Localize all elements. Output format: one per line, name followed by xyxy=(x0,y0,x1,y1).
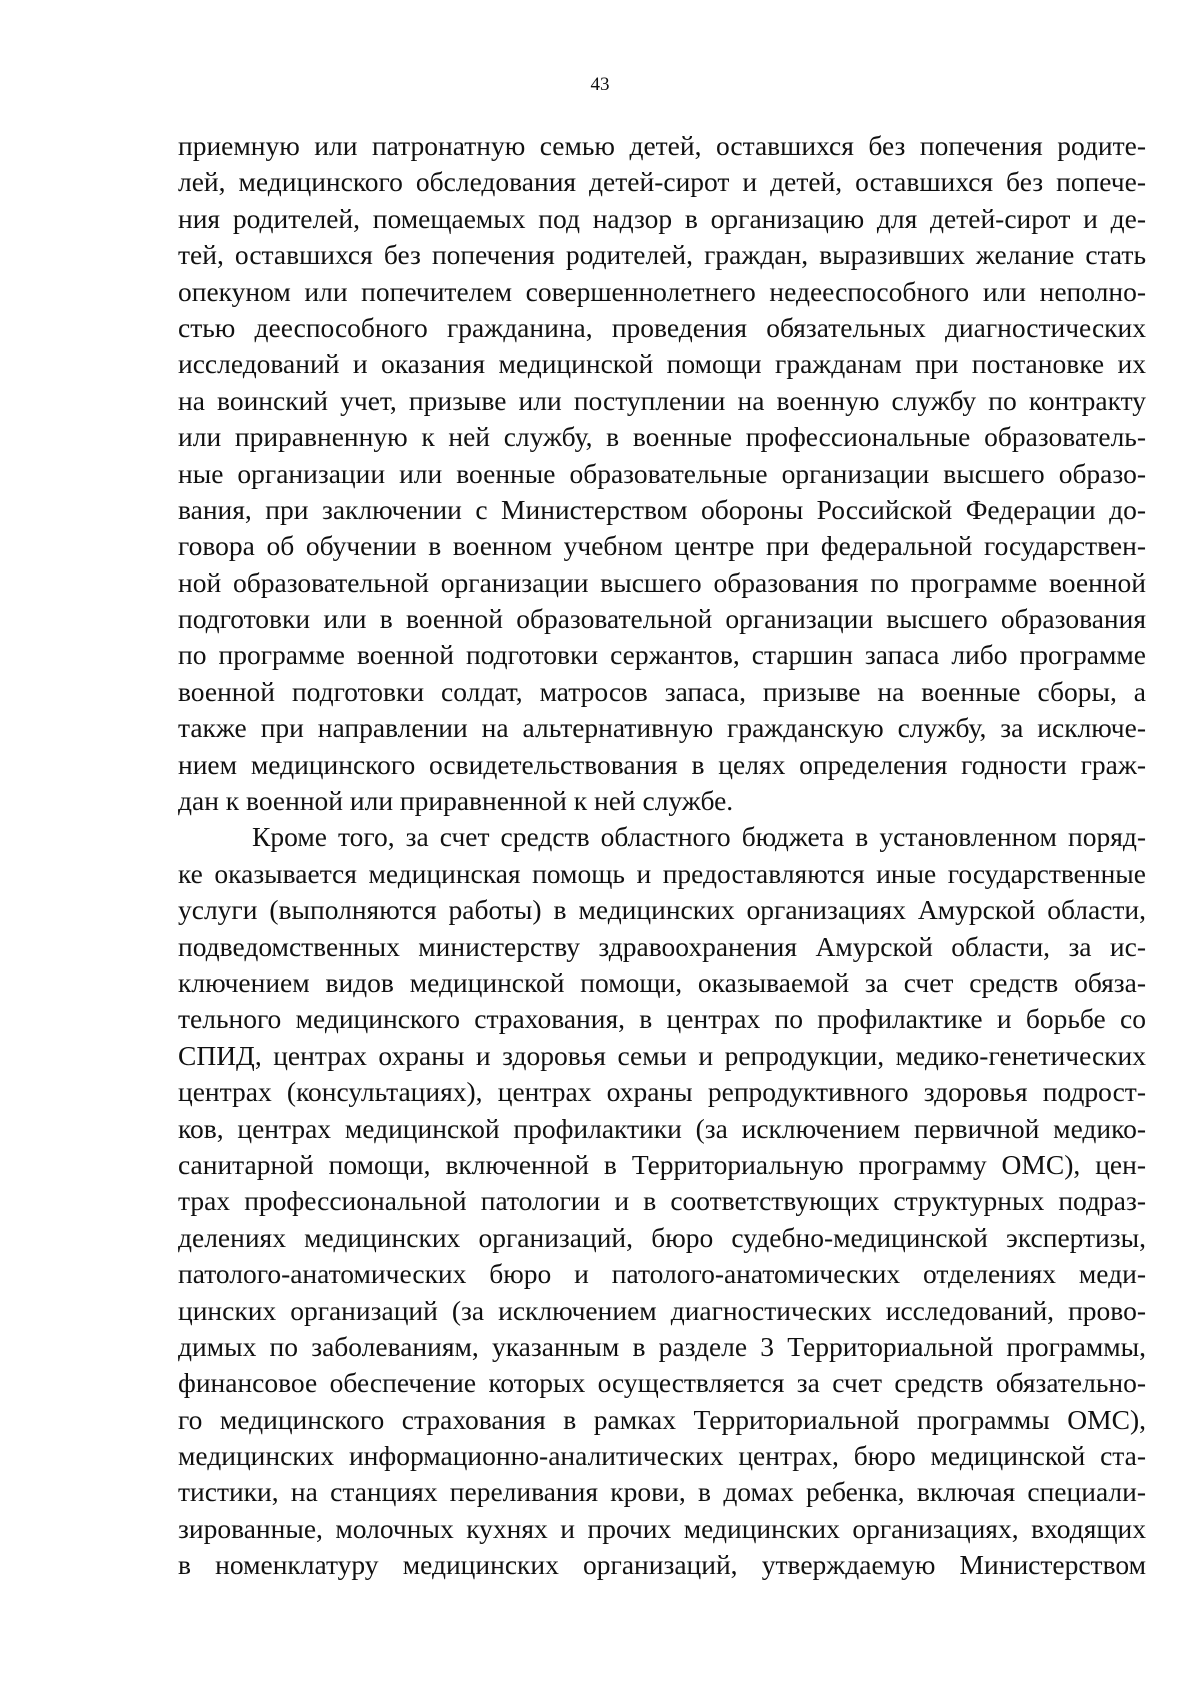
text-line: санитарной помощи, включенной в Территориальную программу ОМС), цен- xyxy=(178,1148,1146,1180)
text-line: приемную или патронатную семью детей, оставшихся без попечения родите- xyxy=(178,130,1146,161)
text-line: стью дееспособного гражданина, проведения обязательных диагностических xyxy=(178,311,1146,343)
text-line: ной образовательной организации высшего образования по программе военной xyxy=(178,566,1146,598)
text-line: в номенклатуру медицинских организаций, утверждаемую Министерством xyxy=(178,1549,1146,1581)
text-line: делениях медицинских организаций, бюро судебно-медицинской экспертизы, xyxy=(178,1221,1146,1253)
text-line: ков, центрах медицинской профилактики (за исключением первичной медико- xyxy=(178,1112,1146,1144)
text-line: тельного медицинского страхования, в центрах по профилактике и борьбе со xyxy=(178,1003,1146,1035)
text-line: патолого-анатомических бюро и патолого-анатомических отделениях меди- xyxy=(178,1258,1146,1290)
text-line: подведомственных министерству здравоохранения Амурской области, за ис- xyxy=(178,930,1146,962)
text-line: цинских организаций (за исключением диагностических исследований, прово- xyxy=(178,1294,1146,1326)
text-line: или приравненную к ней службу, в военные профессиональные образователь- xyxy=(178,421,1146,453)
text-line: ключением видов медицинской помощи, оказываемой за счет средств обяза- xyxy=(178,966,1146,998)
text-line: исследований и оказания медицинской помощи гражданам при постановке их xyxy=(178,348,1146,380)
text-line: нием медицинского освидетельствования в целях определения годности граж- xyxy=(178,748,1146,780)
text-line: финансовое обеспечение которых осуществляется за счет средств обязательно- xyxy=(178,1367,1146,1399)
text-line: ния родителей, помещаемых под надзор в организацию для детей-сирот и де- xyxy=(178,202,1146,234)
text-line: лей, медицинского обследования детей-сирот и детей, оставшихся без попече- xyxy=(178,166,1146,198)
text-line: зированные, молочных кухнях и прочих медицинских организациях, входящих xyxy=(178,1512,1146,1544)
text-line: подготовки или в военной образовательной организации высшего образования xyxy=(178,603,1146,635)
paragraph-1 xyxy=(178,128,1146,819)
text-line: тистики, на станциях переливания крови, в домах ребенка, включая специали- xyxy=(178,1476,1146,1508)
text-line: СПИД, центрах охраны и здоровья семьи и репродукции, медико-генетических xyxy=(178,1039,1146,1071)
text-line: ке оказывается медицинская помощь и предоставляются иные государственные xyxy=(178,857,1146,889)
text-line: по программе военной подготовки сержантов, старшин запаса либо программе xyxy=(178,639,1146,671)
text-line: на воинский учет, призыве или поступлении на военную службу по контракту xyxy=(178,384,1146,416)
text-line: услуги (выполняются работы) в медицинских организациях Амурской области, xyxy=(178,894,1146,926)
text-line: тей, оставшихся без попечения родителей, граждан, выразивших желание стать xyxy=(178,239,1146,271)
text-line: медицинских информационно-аналитических центрах, бюро медицинской ста- xyxy=(178,1440,1146,1472)
text-line: вания, при заключении с Министерством обороны Российской Федерации до- xyxy=(178,493,1146,525)
page-number: 43 xyxy=(590,74,610,95)
text-line: опекуном или попечителем совершеннолетнего недееспособного или неполно- xyxy=(178,275,1146,307)
text-line: ные организации или военные образовательные организации высшего образо- xyxy=(178,457,1146,489)
document-body xyxy=(178,128,1146,1584)
paragraph-2 xyxy=(178,819,1146,1583)
text-line: военной подготовки солдат, матросов запаса, призыве на военные сборы, а xyxy=(178,675,1146,707)
text-line: центрах (консультациях), центрах охраны репродуктивного здоровья подрост- xyxy=(178,1076,1146,1108)
text-line: говора об обучении в военном учебном центре при федеральной государствен- xyxy=(178,530,1146,562)
text-line: го медицинского страхования в рамках Территориальной программы ОМС), xyxy=(178,1403,1146,1435)
text-line: дан к военной или приравненной к ней службе. xyxy=(178,785,734,817)
text-line: также при направлении на альтернативную гражданскую службу, за исключе- xyxy=(178,712,1146,744)
text-line: димых по заболеваниям, указанным в разделе 3 Территориальной программы, xyxy=(178,1330,1146,1362)
text-line: трах профессиональной патологии и в соответствующих структурных подраз- xyxy=(178,1185,1146,1217)
text-line: Кроме того, за счет средств областного бюджета в установленном поряд- xyxy=(252,821,1146,853)
